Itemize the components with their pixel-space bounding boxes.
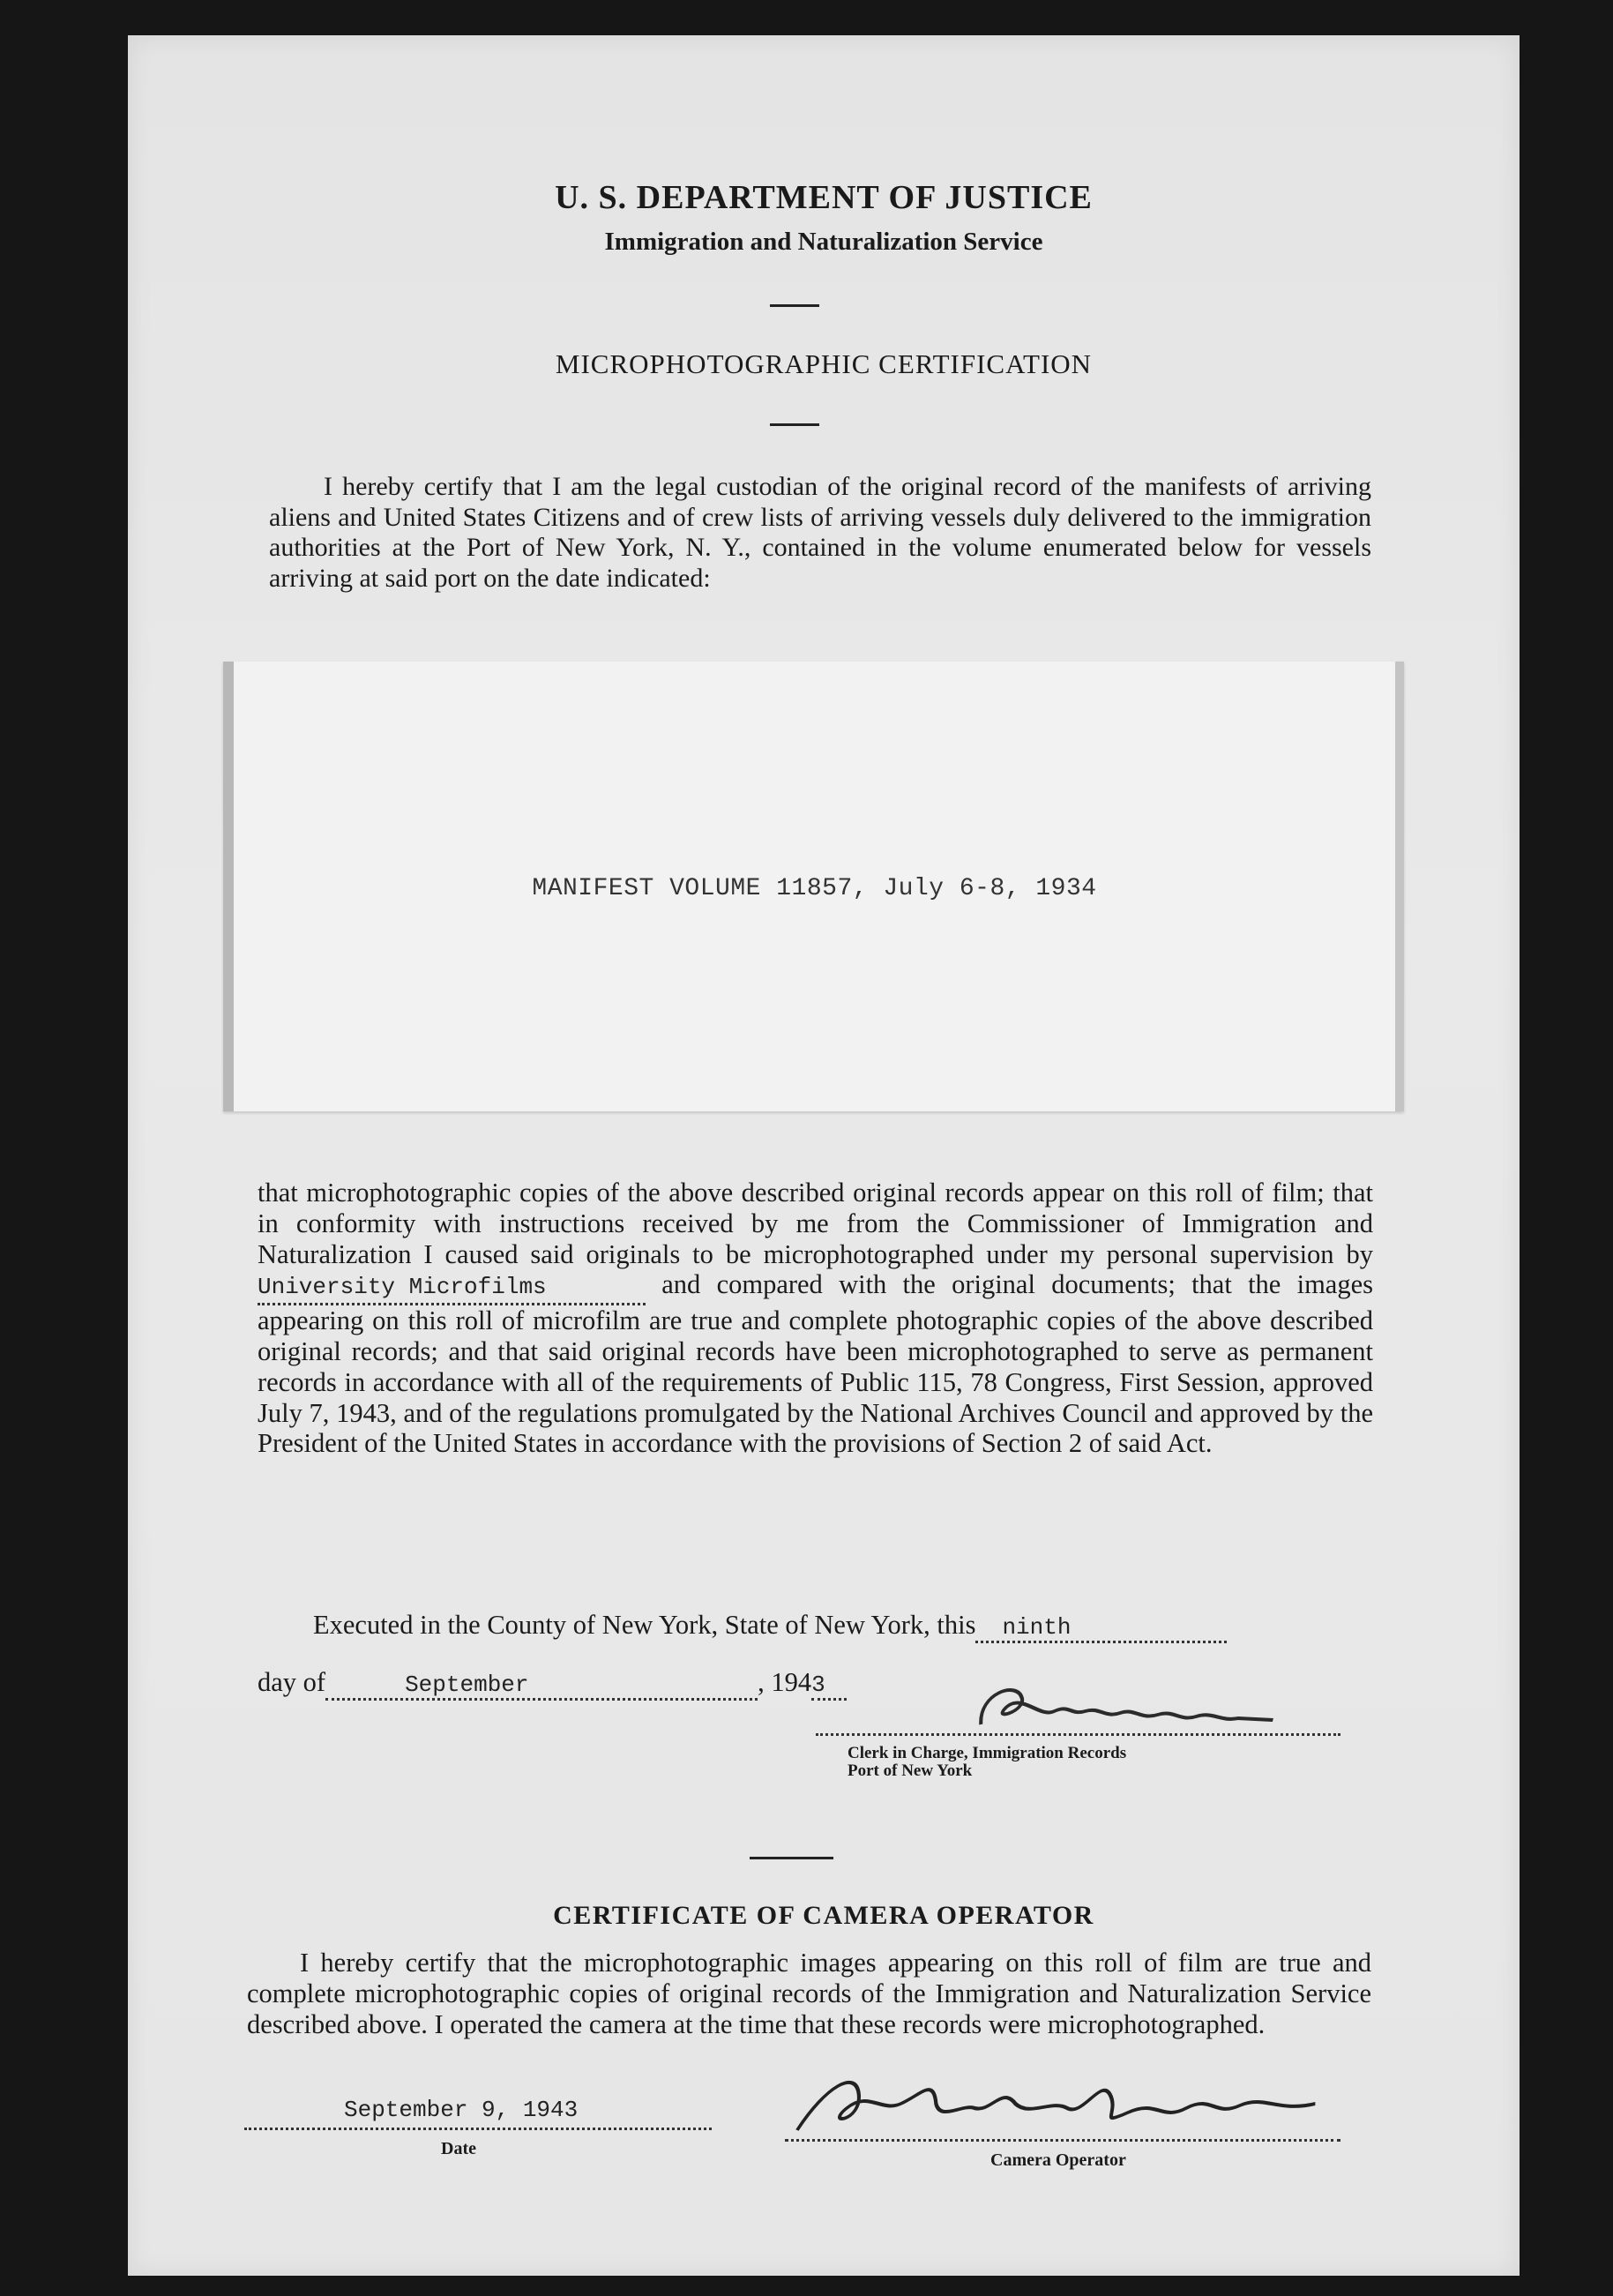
month-value: September bbox=[405, 1672, 529, 1698]
certificate-page bbox=[128, 35, 1520, 2276]
volume-text: MANIFEST VOLUME 11857, July 6-8, 1934 bbox=[532, 875, 1097, 902]
certification-title: MICROPHOTOGRAPHIC CERTIFICATION bbox=[555, 348, 1093, 379]
camera-operator-title: CERTIFICATE OF CAMERA OPERATOR bbox=[553, 1901, 1094, 1930]
clerk-signature-icon bbox=[952, 1676, 1300, 1738]
execution-line bbox=[313, 1610, 1227, 1643]
operator-signature-line bbox=[785, 2139, 1340, 2142]
copies-text-part1: that microphotographic copies of the above described original records appear on this roll of film; that in conformity with instructions received by me from the Commissioner of Immigration and Naturalization I caused said originals to be microphotographed under my personal supervision by bbox=[258, 1178, 1373, 1269]
year-prefix: , 194 bbox=[758, 1667, 812, 1697]
clerk-title-line2: Port of New York bbox=[848, 1761, 973, 1780]
clerk-title bbox=[848, 1745, 1126, 1780]
camera-operator-label: Camera Operator bbox=[990, 2150, 1126, 2170]
operator-signature bbox=[773, 2060, 1344, 2158]
copies-text-part2: and compared with the original documents; that the images appearing on this roll of microfilm are true and complete photographic copies of the above described original records; and that said original records have been microphotographed to serve as permanent records in accordance with all of the requirements of Public 115, 78 Congress, First Session, approved July 7, 1943, and of the regulations promulgated by the National Archives Council and approved by the President of the United States in accordance with the provisions of Section 2 of said Act. bbox=[258, 1269, 1373, 1459]
execution-prefix: Executed in the County of New York, State of New York, this bbox=[313, 1610, 976, 1640]
volume-card bbox=[223, 662, 1404, 1111]
divider bbox=[750, 1857, 833, 1859]
camera-operator-paragraph bbox=[247, 1948, 1371, 2039]
agency-heading: U. S. DEPARTMENT OF JUSTICE bbox=[555, 179, 1093, 216]
operator-date-value: September 9, 1943 bbox=[344, 2097, 579, 2123]
clerk-signature-line bbox=[816, 1733, 1340, 1736]
operator-date-line bbox=[244, 2128, 712, 2130]
divider bbox=[770, 304, 819, 307]
clerk-title-line1: Clerk in Charge, Immigration Records bbox=[848, 1744, 1127, 1762]
copies-paragraph bbox=[258, 1178, 1373, 1459]
clerk-signature bbox=[949, 1676, 1300, 1751]
custodian-paragraph bbox=[269, 472, 1371, 594]
camera-operator-text: I hereby certify that the microphotographic images appearing on this roll of film are true and complete microphotographic copies of original records of the Immigration and Naturalization Service described above. I operated the camera at the time that these records were microphotographed. bbox=[247, 1948, 1371, 2039]
day-field bbox=[975, 1610, 1227, 1643]
custodian-text: I hereby certify that I am the legal custodian of the original record of the manifests of arriving aliens and United States Citizens and of crew lists of arriving vessels duly delivered to the immigration authorities at the Port of New York, N. Y., contained in the volume enumerated below for vessels arriving at said port on the date indicated: bbox=[269, 472, 1371, 593]
service-heading: Immigration and Naturalization Service bbox=[604, 228, 1043, 256]
month-field bbox=[325, 1667, 758, 1701]
operator-signature-icon bbox=[776, 2060, 1344, 2143]
divider bbox=[770, 423, 819, 426]
microfilmer-field bbox=[258, 1269, 646, 1305]
year-value: 3 bbox=[811, 1672, 825, 1698]
microfilmer-value: University Microfilms bbox=[258, 1274, 547, 1301]
day-value: ninth bbox=[1002, 1614, 1072, 1641]
date-line bbox=[258, 1667, 847, 1701]
year-field bbox=[811, 1667, 847, 1701]
day-of-label: day of bbox=[258, 1667, 326, 1697]
operator-date-label: Date bbox=[441, 2139, 476, 2158]
